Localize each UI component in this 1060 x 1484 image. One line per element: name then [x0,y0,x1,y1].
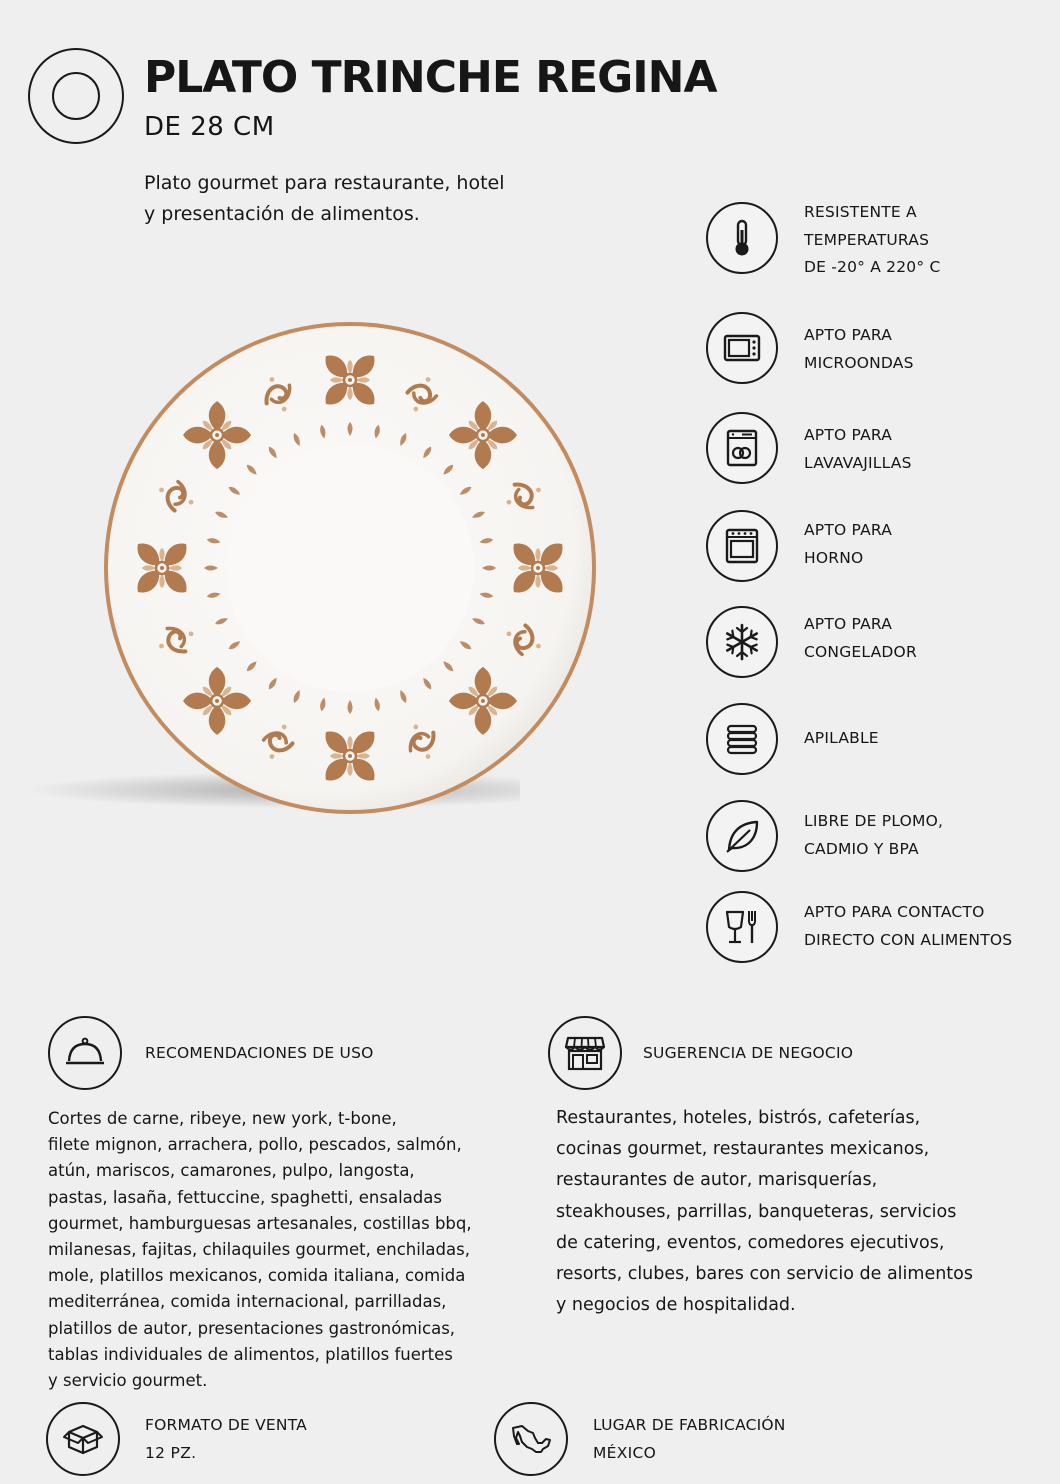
feature-label: LIBRE DE PLOMO, CADMIO Y BPA [804,812,944,858]
store-icon [548,1016,622,1090]
recommendations-line: mediterránea, comida internacional, parrilladas, [48,1292,447,1312]
business-line: Restaurantes, hoteles, bistrós, cafeterías, [556,1108,921,1128]
origin-value: MÉXICO [593,1444,657,1462]
business-line: de catering, eventos, comedores ejecutivos, [556,1232,945,1253]
product-title: PLATO TRINCHE REGINA [144,52,717,103]
recommendations-line: milanesas, fajitas, chilaquiles gourmet, enchiladas, [48,1240,470,1260]
box-icon [46,1402,120,1476]
product-description: Plato gourmet para restaurante, hotel y presentación de alimentos. [144,172,505,225]
glass-fork-icon [706,891,778,963]
recommendations-line: gourmet, hamburguesas artesanales, costillas bbq, [48,1213,472,1233]
feature-label: APILABLE [804,729,879,747]
business-line: resorts, clubes, bares con servicio de alimentos [556,1264,973,1285]
cloche-icon [48,1016,122,1090]
recommendations-line: tablas individuales de alimentos, platillos fuertes [48,1344,453,1364]
recommendations-line: y servicio gourmet. [48,1371,208,1391]
recommendations-text [48,1106,518,1394]
business-title: SUGERENCIA DE NEGOCIO [643,1044,854,1062]
recommendations-line: platillos de autor, presentaciones gastronómicas, [48,1318,456,1338]
mexico-map-icon [494,1402,568,1476]
business-line: steakhouses, parrillas, banqueteras, servicios [556,1201,957,1222]
business-line: y negocios de hospitalidad. [556,1295,796,1316]
snowflake-icon [706,606,778,678]
feature-label: RESISTENTE A TEMPERATURAS DE -20° A 220° C [804,203,941,276]
origin-title: LUGAR DE FABRICACIÓN [593,1416,786,1434]
recommendations-line: atún, mariscos, camarones, pulpo, langosta, [48,1161,415,1181]
oven-icon [706,510,778,582]
feature-label: APTO PARA MICROONDAS [804,326,914,372]
recommendations-line: mole, platillos mexicanos, comida italiana, comida [48,1266,466,1286]
microwave-icon [706,312,778,384]
plate-image [100,318,600,818]
recommendations-line: filete mignon, arrachera, pollo, pescados, salmón, [48,1135,462,1155]
leaf-icon [706,800,778,872]
business-line: restaurantes de autor, marisquerías, [556,1170,878,1191]
sale-format-title: FORMATO DE VENTA [145,1416,307,1434]
feature-label: APTO PARA HORNO [804,521,893,567]
feature-label: APTO PARA CONGELADOR [804,615,917,661]
sale-format-value: 12 PZ. [145,1444,197,1462]
recommendations-line: pastas, lasaña, fettuccine, spaghetti, ensaladas [48,1187,442,1207]
feature-label: APTO PARA CONTACTO DIRECTO CON ALIMENTOS [804,903,1013,949]
product-size: DE 28 CM [144,112,275,142]
plate-logo-icon [28,48,124,144]
feature-label: APTO PARA LAVAVAJILLAS [804,426,912,472]
dishwasher-icon [706,412,778,484]
business-text [556,1103,1026,1321]
recommendations-title: RECOMENDACIONES DE USO [145,1044,374,1062]
thermometer-icon [706,202,778,274]
recommendations-line: Cortes de carne, ribeye, new york, t-bone, [48,1109,397,1128]
stack-icon [706,703,778,775]
business-line: cocinas gourmet, restaurantes mexicanos, [556,1139,930,1160]
